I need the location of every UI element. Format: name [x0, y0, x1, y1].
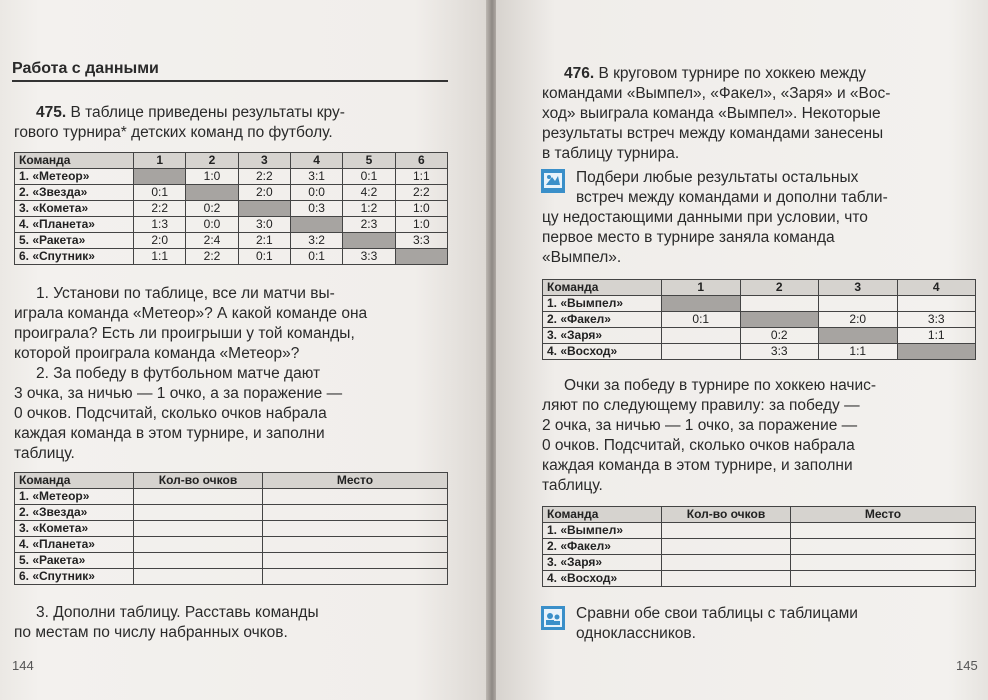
team-name-cell: 4. «Восход» [543, 344, 662, 360]
table-row [543, 571, 976, 587]
place-input-cell [263, 505, 448, 521]
column-header-points: Кол-во очков [134, 473, 263, 489]
column-header-opponent: 1 [134, 153, 186, 169]
right-page [496, 0, 988, 700]
score-cell: 0:2 [740, 328, 819, 344]
team-name-cell: 6. «Спутник» [15, 249, 134, 265]
task-476-intro-line: ход» выиграла команда «Вымпел». Некоторые [542, 105, 881, 122]
score-cell [662, 344, 741, 360]
task-476-intro-line: В круговом турнире по хоккею между [598, 65, 866, 82]
team-name-cell: 3. «Комета» [15, 521, 134, 537]
question-3-line: по местам по числу набранных очков. [14, 624, 288, 641]
column-header-opponent: 4 [290, 153, 342, 169]
team-name-cell: 5. «Ракета» [15, 233, 134, 249]
question-1-line: 1. Установи по таблице, все ли матчи вы- [36, 285, 335, 302]
score-cell: 2:0 [134, 233, 186, 249]
score-cell: 2:2 [395, 185, 447, 201]
score-cell: 1:0 [395, 201, 447, 217]
score-cell: 3:3 [897, 312, 976, 328]
team-name-cell: 4. «Восход» [543, 571, 662, 587]
place-input-cell [263, 521, 448, 537]
place-input-cell [791, 539, 976, 555]
question-1-line: которой проиграла команда «Метеор»? [14, 345, 300, 362]
column-header-opponent: 2 [186, 153, 238, 169]
task-475-intro-line2: гового турнира* детских команд по футболу. [14, 124, 333, 141]
table-row [15, 233, 448, 249]
place-input-cell [263, 553, 448, 569]
team-name-cell: 3. «Заря» [543, 555, 662, 571]
points-rule-line: 2 очка, за ничью — 1 очко, за поражение — [542, 417, 858, 434]
task-476-instruction-line: «Вымпел». [542, 249, 622, 266]
column-header-opponent: 1 [662, 280, 741, 296]
table-row [15, 521, 448, 537]
score-cell: 0:1 [662, 312, 741, 328]
left-page [0, 0, 488, 700]
score-cell: 2:2 [186, 249, 238, 265]
team-name-cell: 2. «Факел» [543, 312, 662, 328]
compare-line: Сравни обе свои таблицы с таблицами [576, 605, 858, 622]
score-cell: 1:1 [819, 344, 898, 360]
question-2-line: 0 очков. Подсчитай, сколько очков набрала [14, 405, 327, 422]
score-cell: 2:2 [238, 169, 290, 185]
task-476-number: 476. [564, 65, 595, 82]
table-row [15, 217, 448, 233]
place-input-cell [791, 571, 976, 587]
diagonal-cell [662, 296, 741, 312]
task-476-intro [542, 64, 982, 164]
team-name-cell: 6. «Спутник» [15, 569, 134, 585]
place-input-cell [791, 523, 976, 539]
place-input-cell [263, 537, 448, 553]
section-title: Работа с данными [12, 60, 448, 82]
table-row [15, 489, 448, 505]
results-table-476 [542, 279, 976, 360]
table-row [15, 185, 448, 201]
score-cell: 0:2 [186, 201, 238, 217]
diagonal-cell [395, 249, 447, 265]
column-header-opponent: 6 [395, 153, 447, 169]
score-cell: 3:3 [740, 344, 819, 360]
team-name-cell: 4. «Планета» [15, 217, 134, 233]
question-2-line: 2. За победу в футбольном матче дают [36, 365, 321, 382]
score-cell: 4:2 [343, 185, 395, 201]
points-input-cell [134, 521, 263, 537]
diagonal-cell [290, 217, 342, 233]
table-row [543, 296, 976, 312]
score-cell: 1:0 [186, 169, 238, 185]
table-row [543, 312, 976, 328]
points-input-cell [662, 555, 791, 571]
team-name-cell: 2. «Звезда» [15, 505, 134, 521]
column-header-opponent: 5 [343, 153, 395, 169]
place-input-cell [791, 555, 976, 571]
column-header-opponent: 3 [238, 153, 290, 169]
points-input-cell [134, 569, 263, 585]
task-476-instruction-line: встреч между командами и дополни табли- [576, 189, 888, 206]
task-476-intro-line: результаты встреч между командами занесены [542, 125, 884, 142]
diagonal-cell [740, 312, 819, 328]
team-name-cell: 3. «Комета» [15, 201, 134, 217]
column-header-team: Команда [543, 280, 662, 296]
score-cell: 3:1 [290, 169, 342, 185]
place-input-cell [263, 569, 448, 585]
score-cell: 0:0 [186, 217, 238, 233]
column-header-opponent: 4 [897, 280, 976, 296]
diagonal-cell [134, 169, 186, 185]
team-name-cell: 1. «Вымпел» [543, 523, 662, 539]
team-name-cell: 2. «Звезда» [15, 185, 134, 201]
table-row [543, 328, 976, 344]
score-cell: 0:1 [290, 249, 342, 265]
score-cell: 1:1 [134, 249, 186, 265]
team-name-cell: 1. «Метеор» [15, 169, 134, 185]
column-header-team: Команда [15, 473, 134, 489]
column-header-team: Команда [15, 153, 134, 169]
column-header-opponent: 3 [819, 280, 898, 296]
score-cell: 1:1 [395, 169, 447, 185]
diagonal-cell [343, 233, 395, 249]
page-number-right: 145 [956, 658, 978, 673]
team-name-cell: 2. «Факел» [543, 539, 662, 555]
points-rule-line: таблицу. [542, 477, 603, 494]
diagonal-cell [897, 344, 976, 360]
task-475-number: 475. [36, 104, 67, 121]
task-476-instruction [542, 168, 982, 268]
diagonal-cell [819, 328, 898, 344]
points-input-cell [134, 537, 263, 553]
table-row [543, 523, 976, 539]
score-cell: 0:3 [290, 201, 342, 217]
points-table-475 [14, 472, 448, 585]
score-cell: 2:0 [238, 185, 290, 201]
score-cell: 0:1 [238, 249, 290, 265]
points-rule-line: ляют по следующему правилу: за победу — [542, 397, 860, 414]
team-name-cell: 5. «Ракета» [15, 553, 134, 569]
score-cell: 2:1 [238, 233, 290, 249]
score-cell: 3:3 [343, 249, 395, 265]
points-table-476 [542, 506, 976, 587]
question-2 [14, 364, 454, 464]
score-cell: 3:2 [290, 233, 342, 249]
points-rule-line: 0 очков. Подсчитай, сколько очков набрала [542, 437, 855, 454]
team-name-cell: 4. «Планета» [15, 537, 134, 553]
team-name-cell: 3. «Заря» [543, 328, 662, 344]
task-475-intro-line1 [36, 103, 345, 123]
points-input-cell [662, 523, 791, 539]
question-2-line: 3 очка, за ничью — 1 очко, а за поражение — [14, 385, 343, 402]
task-476-intro-line: командами «Вымпел», «Факел», «Заря» и «Вос- [542, 85, 891, 102]
points-input-cell [662, 539, 791, 555]
score-cell: 0:1 [343, 169, 395, 185]
table-row [15, 169, 448, 185]
column-header-opponent: 2 [740, 280, 819, 296]
score-cell [662, 328, 741, 344]
points-input-cell [662, 571, 791, 587]
results-table-475 [14, 152, 448, 265]
question-2-line: таблицу. [14, 445, 75, 462]
question-1 [14, 284, 454, 364]
question-1-line: играла команда «Метеор»? А какой команде она [14, 305, 368, 322]
question-2-line: каждая команда в этом турнире, и заполни [14, 425, 325, 442]
score-cell: 3:0 [238, 217, 290, 233]
points-input-cell [134, 489, 263, 505]
points-rule-476 [542, 376, 982, 496]
task-476-instruction-line: первое место в турнире заняла команда [542, 229, 835, 246]
task-476-intro-line: в таблицу турнира. [542, 145, 680, 162]
diagonal-cell [186, 185, 238, 201]
task-476-intro-text [542, 65, 982, 164]
diagonal-cell [238, 201, 290, 217]
team-name-cell: 1. «Метеор» [15, 489, 134, 505]
points-input-cell [134, 505, 263, 521]
table-row [15, 569, 448, 585]
points-rule-line: Очки за победу в турнире по хоккею начис- [564, 377, 877, 394]
question-3 [14, 603, 454, 643]
task-476-instruction-line: Подбери любые результаты остальных [576, 169, 859, 186]
score-cell: 1:1 [897, 328, 976, 344]
score-cell [897, 296, 976, 312]
page-number-left: 144 [12, 658, 34, 673]
table-row [15, 537, 448, 553]
points-input-cell [134, 553, 263, 569]
score-cell: 3:3 [395, 233, 447, 249]
question-3-line: 3. Дополни таблицу. Расставь команды [36, 604, 319, 621]
score-cell: 0:0 [290, 185, 342, 201]
score-cell [740, 296, 819, 312]
score-cell: 0:1 [134, 185, 186, 201]
score-cell: 2:2 [134, 201, 186, 217]
score-cell: 1:0 [395, 217, 447, 233]
place-input-cell [263, 489, 448, 505]
score-cell: 1:2 [343, 201, 395, 217]
task-475-intro-text-1: В таблице приведены результаты кру- [70, 104, 345, 121]
column-header-place: Место [791, 507, 976, 523]
table-row [543, 555, 976, 571]
column-header-points: Кол-во очков [662, 507, 791, 523]
points-rule-line: каждая команда в этом турнире, и заполни [542, 457, 853, 474]
table-row [543, 539, 976, 555]
team-name-cell: 1. «Вымпел» [543, 296, 662, 312]
question-1-line: проиграла? Есть ли проигрыши у той команды, [14, 325, 355, 342]
table-row [15, 553, 448, 569]
score-cell: 2:4 [186, 233, 238, 249]
task-476-instruction-line: цу недостающими данными при условии, что [542, 209, 868, 226]
table-row [15, 249, 448, 265]
table-row [543, 344, 976, 360]
score-cell [819, 296, 898, 312]
column-header-place: Место [263, 473, 448, 489]
score-cell: 2:0 [819, 312, 898, 328]
table-row [15, 201, 448, 217]
table-row [15, 505, 448, 521]
column-header-team: Команда [543, 507, 662, 523]
compare-line: одноклассников. [576, 625, 696, 642]
score-cell: 1:3 [134, 217, 186, 233]
score-cell: 2:3 [343, 217, 395, 233]
compare-instruction [542, 604, 982, 644]
